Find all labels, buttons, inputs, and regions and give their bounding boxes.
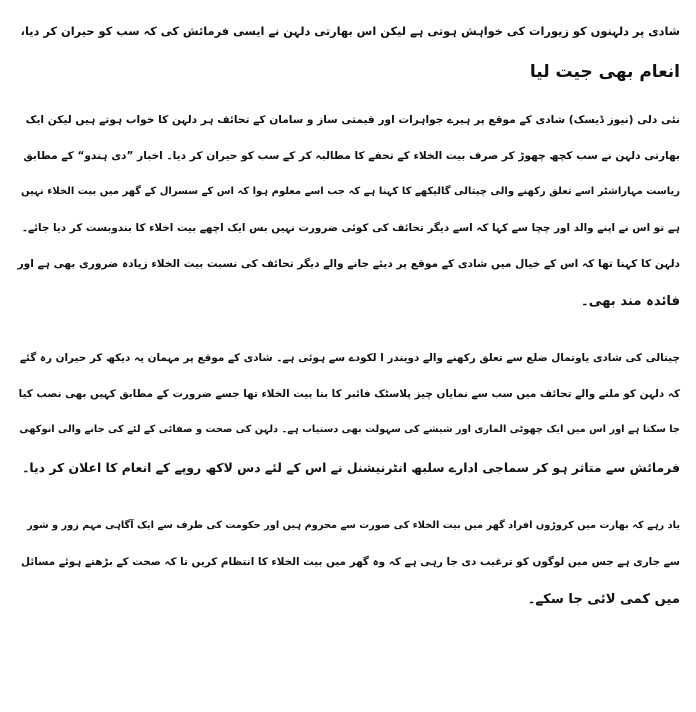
paragraph-1-line-6: فائدہ مند بھی۔ bbox=[581, 294, 680, 309]
headline-line-2: انعام بھی جیت لیا bbox=[529, 62, 680, 82]
paragraph-1-line-3: ریاست مہاراشٹر اسے تعلق رکھنے والی چیتالی گالیکھے کا کہنا ہے کہ جب اسے معلوم ہوا کہ اس کے سسرال کے گھر میں بیت الخلاء نہیں bbox=[21, 186, 680, 197]
paragraph-2-line-3: جا سکتا ہے اور اس میں ایک چھوٹی الماری اور شیشے کی سہولت بھی دستیاب ہے۔ دلہن کی صحت و صفائی کے لئے کی جانے والی انوکھی bbox=[19, 424, 680, 435]
paragraph-3-line-1: یاد رہے کہ بھارت میں کروڑوں افراد گھر میں بیت الخلاء کی صورت سے محروم ہیں اور حکومت کی طرف سے ایک آگاہی مہم زور و شور bbox=[27, 520, 680, 531]
paragraph-1-line-4: ہے تو اس نے اپنے والد اور چچا سے کہا کہ اسے دیگر تحائف کی کوئی ضرورت نہیں بس ایک اچھے بیت اخلاء کا بندوبست کر دیا جائے۔ bbox=[21, 222, 680, 234]
paragraph-2-line-2: کہ دلہن کو ملنے والے تحائف میں سب سے نمایاں چیز پلاسٹک فائبر کا بنا بیت الخلاء تھا جسے ضرورت کے مطابق کہیں بھی نصب کیا bbox=[18, 388, 680, 400]
paragraph-1-line-1: نئی دلی (نیوز ڈیسک) شادی کے موقع پر ہیرے جواہرات اور قیمتی ساز و سامان کے تحائف ہر دلہن کا خواب ہوتے ہیں لیکن ایک bbox=[25, 114, 680, 126]
paragraph-3-line-2: سے جاری ہے جس میں لوگوں کو ترغیب دی جا رہی ہے کہ وہ گھر میں بیت الخلاء کا انتظام کریں تا کہ صحت کے بڑھتے ہوئے مسائل bbox=[21, 556, 680, 568]
paragraph-1-line-5: دلہن کا کہنا تھا کہ اس کے خیال میں شادی کے موقع پر دیئے جانے والے دیگر تحائف کی نسبت بیت الخلاء زیادہ ضروری بھی ہے اور bbox=[17, 258, 680, 270]
paragraph-2-line-4: فرمائش سے متاثر ہو کر سماجی ادارے سلبھ انٹرنیشنل نے اس کے لئے دس لاکھ روپے کے انعام کا اعلان کر دیا۔ bbox=[22, 460, 680, 475]
paragraph-2-line-1: چیتالی کی شادی یاوتمال ضلع سے تعلق رکھنے والے دویندر ا لکودے سے ہوئی ہے۔ شادی کے موقع پر مہمان یہ دیکھ کر حیران رہ گئے bbox=[19, 352, 680, 364]
paragraph-1-line-2: بھارتی دلہن نے سب کچھ چھوڑ کر صرف بیت الخلاء کے تحفے کا مطالبہ کر کے سب کو حیران کر دیا۔ اخبار ”دی ہندو“ کے مطابق bbox=[23, 150, 680, 162]
headline-line-1: شادی پر دلہنوں کو زیورات کی خواہش ہوتی ہے لیکن اس بھارتی دلہن نے ایسی فرمائش کی کہ سب کو حیران کر دیا، bbox=[20, 24, 680, 38]
paragraph-3-line-3: میں کمی لائی جا سکے۔ bbox=[527, 592, 680, 607]
